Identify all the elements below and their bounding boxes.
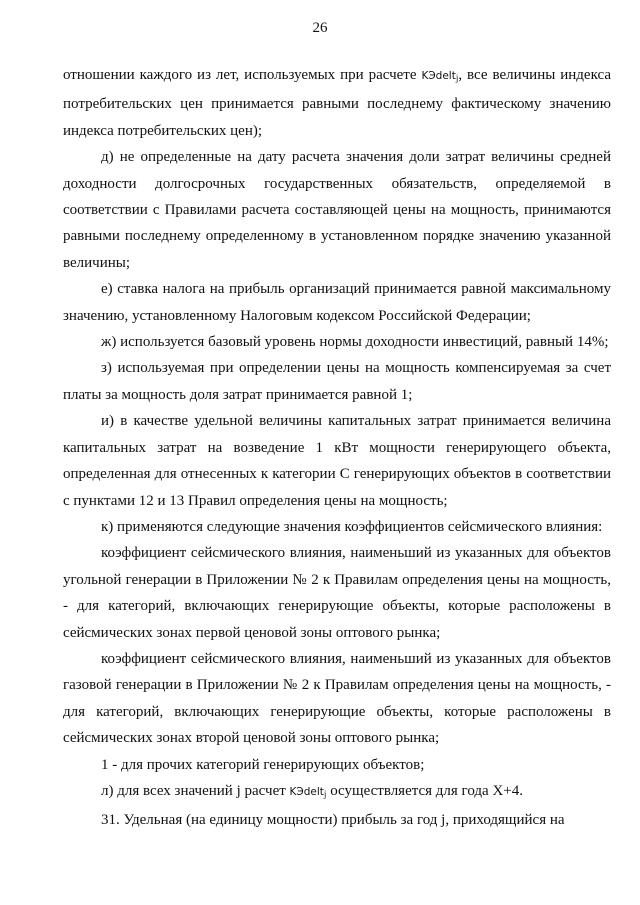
paragraph-other-categories: 1 - для прочих категорий генерирующих объектов; (101, 756, 425, 773)
paragraph-e: е) ставка налога на прибыль организаций принимается равной максимальному значению, установленному Налоговым кодексом Российской Федерации; (63, 281, 611, 324)
page-number: 26 (312, 20, 328, 36)
paragraph-continuation (63, 62, 611, 144)
paragraph-text: , все величины индекса потребительских цен принимается равными последнему фактическому значению индекса потребительских цен); (63, 67, 612, 139)
paragraph-text: осуществляется для года X+4. (326, 782, 523, 799)
paragraph-z: з) используемая при определении цены на мощность компенсируемая за счет платы за мощность доля затрат принимается равной 1; (63, 360, 611, 403)
formula-subscript: j (455, 73, 459, 83)
paragraph-coal-coefficient: коэффициент сейсмического влияния, наименьший из указанных для объектов угольной генерации в Приложении № 2 к Правилам определения цены на мощность, - для категорий, включающих генерирующие объекты, которые расположены в сейсмических зонах первой ценовой зоны оптового рынка; (63, 545, 611, 641)
paragraph-k: к) применяются следующие значения коэффициентов сейсмического влияния: (101, 518, 603, 535)
document-body (63, 62, 611, 834)
paragraph-31: 31. Удельная (на единицу мощности) прибыль за год j, приходящийся на (101, 812, 565, 829)
formula-subscript: j (323, 788, 327, 799)
formula-symbol: KЭdelt (421, 70, 456, 82)
paragraph-text: отношении каждого из лет, используемых при расчете (63, 67, 422, 83)
paragraph-gas-coefficient: коэффициент сейсмического влияния, наименьший из указанных для объектов газовой генерации в Приложении № 2 к Правилам определения цены на мощность, - для категорий, включающих генерирующие объекты, которые расположены в сейсмических зонах второй ценовой зоны оптового рынка; (63, 650, 611, 747)
paragraph-l (63, 778, 611, 807)
paragraph-d: д) не определенные на дату расчета значения доли затрат величины средней доходности долгосрочных государственных обязательств, определяемой в соответствии с Правилами расчета составляющей цены на мощность, принимаются равными последнему определенному в установленном порядке значению указанной величины; (63, 149, 611, 271)
paragraph-zh: ж) используется базовый уровень нормы доходности инвестиций, равный 14%; (101, 334, 609, 351)
formula-symbol: KЭdelt (289, 785, 324, 798)
paragraph-text: л) для всех значений j расчет (101, 782, 290, 799)
paragraph-i: и) в качестве удельной величины капитальных затрат принимается величина капитальных затрат на возведение 1 кВт мощности генерирующего объекта, определенная для отнесенных к категории С генерирующих объектов в соответствии с пунктами 12 и 13 Правил определения цены на мощность; (63, 413, 611, 509)
